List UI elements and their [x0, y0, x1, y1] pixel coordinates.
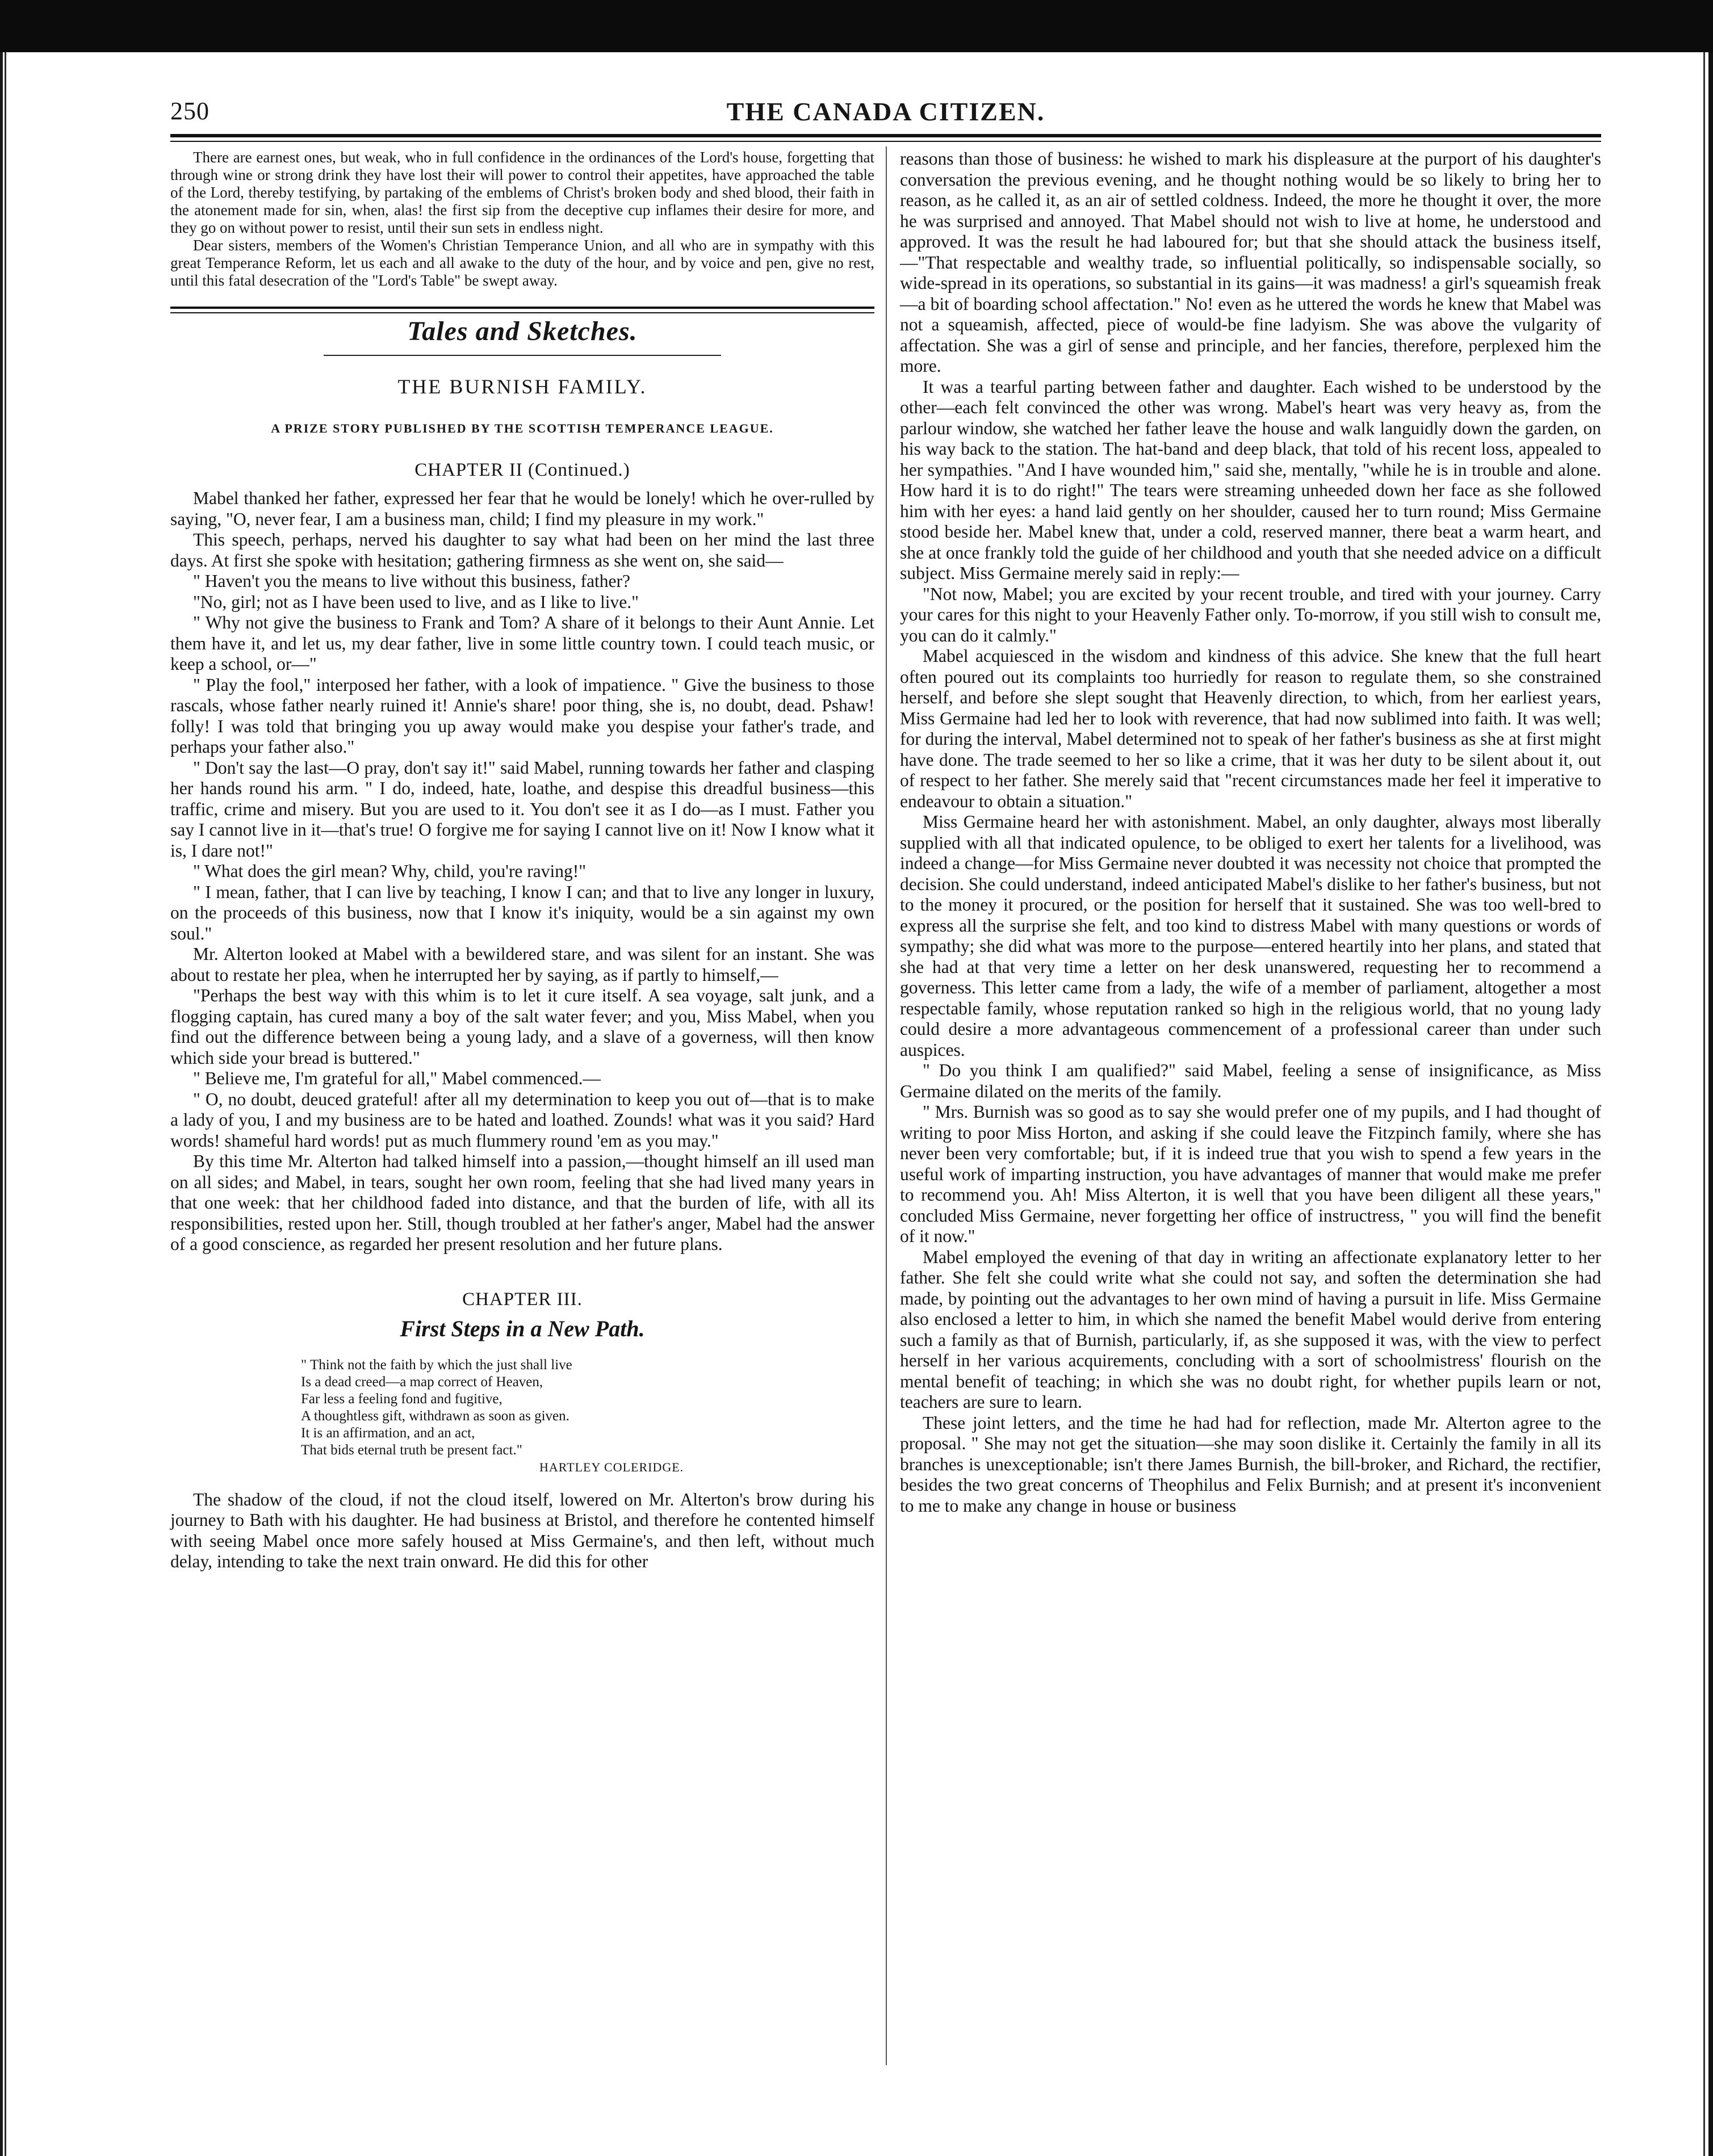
story-paragraph: " Do you think I am qualified?" said Mabel, feeling a sense of insignificance, as Miss Germaine dilated on the merits of the family. [900, 1060, 1601, 1101]
poem-attribution: HARTLEY COLERIDGE. [539, 1459, 684, 1474]
story-paragraph: reasons than those of business: he wished to mark his displeasure at the purport of his daughter's conversation the previous evening, and he thought nothing would be so likely to bring her to reason, as he called it, as an air of settled coldness. Indeed, the more he thought it over, the more he was surprised and annoyed. That Mabel should not wish to live at home, he understood and approved. It was the result he had laboured for; but that she should attack the business itself,—"That respectable and wealthy trade, so influential politically, so indispensable socially, so wide-spread in its operations, so substantial in its gains—it was madness! a girl's squeamish freak—a bit of boarding school affectation." No! even as he uttered the words he knew that Mabel was not a squeamish, affected, piece of would-be fine ladyism. She was above the vulgarity of affectation. She was a girl of sense and principle, and her fancies, therefore, perplexed him the more. [900, 149, 1601, 376]
poem-line: " Think not the faith by which the just shall live [301, 1357, 572, 1373]
chapter2-body [170, 488, 874, 1255]
story-paragraph: " Believe me, I'm grateful for all," Mabel commenced.— [193, 1068, 601, 1088]
story-paragraph: " O, no doubt, deuced grateful! after all my determination to keep you out of—that is to make a lady of you, I and my business are to be hated and loathed. Zounds! what was it you said? Hard words! shameful hard words! put as much flummery round 'em as you may." [170, 1089, 874, 1151]
chapter3-subtitle: First Steps in a New Path. [400, 1316, 645, 1341]
story-paragraph: Miss Germaine heard her with astonishment. Mabel, an only daughter, always most liberally supplied with all that indicated opulence, to be obliged to exert her talents for a livelihood, was indeed a change—for Miss Germaine never doubted it was necessity not choice that prompted the decision. She could understand, indeed anticipated Mabel's dislike to her father's business, but not to the money it procured, or the position for herself that it sustained. She was too well-bred to express all the surprise she felt, and too kind to distress Mabel with many questions or words of sympathy; she did what was more to the purpose—entered heartily into her plans, and stated that she had at that very time a letter on her desk unanswered, requesting her to recommend a governess. This letter came from a lady, the wife of a member of parliament, altogether a most respectable family, whose reputation ranked so high in the religious world, that no young lady could desire a more advantageous commencement of a professional career than under such auspices. [900, 812, 1601, 1060]
story-paragraph: " Play the fool," interposed her father, with a look of impatience. " Give the business to those rascals, whose father nearly ruined it! Annie's share! poor thing, she is, no doubt, dead. Pshaw! folly! I was told that bringing you up away would make you despise your father's trade, and perhaps your father also." [170, 674, 874, 757]
scan-top-border [0, 0, 1713, 52]
intro-paragraph: There are earnest ones, but weak, who in full confidence in the ordinances of the Lord's house, forgetting that through wine or strong drink they have lost their will power to control their appetites, have approached the table of the Lord, thereby testifying, by partaking of the emblems of Christ's broken body and shed blood, their faith in the atonement made for sin, when, alas! the first sip from the deceptive cup inflames their desire for more, and they go on without power to resist, until their sun sets in endless night. [170, 149, 874, 236]
scan-left-edge [0, 52, 15, 2156]
column-divider [886, 146, 887, 2065]
page-number: 250 [170, 97, 210, 125]
scan-right-edge [1696, 52, 1713, 2156]
section-title: Tales and Sketches. [407, 316, 638, 346]
poem-line: Is a dead creed—a map correct of Heaven, [301, 1374, 543, 1390]
chapter3-heading: CHAPTER III. [462, 1289, 583, 1310]
right-column [900, 149, 1601, 1516]
story-paragraph: These joint letters, and the time he had had for reflection, made Mr. Alterton agree to the proposal. " She may not get the situation—she may soon dislike it. Certainly the family in all its branches is unexceptionable; isn't there James Burnish, the bill-broker, and Richard, the rectifier, besides the two great concerns of Theophilus and Felix Burnish; and at present it's inconvenient to me to make any change in house or business [900, 1412, 1601, 1516]
story-paragraph: "Not now, Mabel; you are excited by your recent trouble, and tired with your journey. Carry your cares for this night to your Heavenly Father only. To-morrow, if you still wish to consult me, you can do it calmly." [900, 584, 1601, 645]
prize-line: A PRIZE STORY PUBLISHED BY THE SCOTTISH TEMPERANCE LEAGUE. [271, 421, 774, 435]
header-rule [170, 134, 1601, 137]
story-paragraph: The shadow of the cloud, if not the cloud itself, lowered on Mr. Alterton's brow during his journey to Bath with his daughter. He had business at Bristol, and therefore he contented himself with seeing Mabel once more safely housed at Miss Germaine's, and then left, without much delay, intending to take the next train onward. He did this for other [170, 1489, 874, 1571]
story-paragraph: " Why not give the business to Frank and Tom? A share of it belongs to their Aunt Annie. Let them have it, and let us, my dear father, live in some little country town. I could teach music, or keep a school, or—" [170, 613, 874, 674]
paper-title: THE CANADA CITIZEN. [726, 97, 1045, 126]
story-paragraph: Mr. Alterton looked at Mabel with a bewildered stare, and was silent for an instant. She was about to restate her plea, when he interrupted her by saying, as if partly to himself,— [170, 944, 874, 985]
chapter3-body-left [170, 1490, 874, 1572]
section-short-rule [324, 355, 721, 356]
poem-line: That bids eternal truth be present fact." [301, 1442, 522, 1458]
intro-paragraph: Dear sisters, members of the Women's Christian Temperance Union, and all who are in sympathy with this great Temperance Reform, let us each and all awake to the duty of the hour, and by voice and pen, give no rest, until this fatal desecration of the "Lord's Table" be swept away. [170, 237, 874, 289]
chapter3-body-right [900, 149, 1601, 1516]
story-paragraph: " Don't say the last—O pray, don't say it!" said Mabel, running towards her father and clasping her hands round his arm. " I do, indeed, hate, loathe, and despise this dreadful business—this traffic, crime and misery. But you are used to it. You don't see it as I do—as I must. Father you say I cannot live in it—that's true! O forgive me for saying I cannot live on it! Now I know what it is, I dare not!" [170, 757, 874, 861]
story-paragraph: " Mrs. Burnish was so good as to say she would prefer one of my pupils, and I had thought of writing to poor Miss Horton, and asking if she could leave the Fitzpinch family, where she has never been very comfortable; but, if it is indeed true that you wish to spend a few years in the useful work of imparting instruction, you have advantages of manner that would make me prefer to recommend you. Ah! Miss Alterton, it is well that you have been diligent all these years," concluded Miss Germaine, never forgetting her office of instructress, " you will find the benefit of it now." [900, 1102, 1601, 1246]
poem-line: It is an affirmation, and an act, [301, 1425, 475, 1441]
story-paragraph: Mabel employed the evening of that day in writing an affectionate explanatory letter to her father. She felt she could write what she could not say, and soften the determination she had made, by pointing out the advantages to her own mind of having a pursuit in life. Miss Germaine also enclosed a letter to him, in which she named the benefit Mabel would derive from entering such a family as that of Burnish, particularly, if, as she supposed it was, with the view to perfect herself in her various acquirements, concluding with a sort of schoolmistress' flourish on the mental benefit of teaching; in which she was no doubt right, for whether pupils learn or not, teachers are sure to learn. [900, 1247, 1601, 1412]
story-paragraph: This speech, perhaps, nerved his daughter to say what had been on her mind the last three days. At first she spoke with hesitation; gathering firmness as she went on, she said— [170, 530, 874, 571]
header-rule-thin [170, 141, 1601, 142]
story-paragraph: Mabel thanked her father, expressed her fear that he would be lonely! which he over-rulled by saying, "O, never fear, I am a business man, child; I find my pleasure in my work." [170, 488, 874, 529]
story-paragraph: By this time Mr. Alterton had talked himself into a passion,—thought himself an ill used man on all sides; and Mabel, in tears, sought her own room, feeling that she had lived many years in that one week: that her childhood faded into distance, and that the burden of life, with all its responsibilities, rested upon her. Still, though troubled at her father's anger, Mabel had the answer of a good conscience, as regarded her present resolution and her future plans. [170, 1151, 874, 1254]
epigraph-poem [301, 1357, 874, 1476]
story-paragraph: "No, girl; not as I have been used to live, and as I like to live." [193, 592, 639, 612]
story-title: THE BURNISH FAMILY. [397, 375, 647, 398]
section-rule [170, 307, 874, 313]
left-column [170, 149, 874, 1572]
poem-line: Far less a feeling fond and fugitive, [301, 1391, 502, 1407]
story-paragraph: Mabel acquiesced in the wisdom and kindness of this advice. She knew that the full heart often poured out its complaints too hurriedly for reason to regulate them, so she constrained herself, and before she slept sought that Heavenly direction, to which, from her earliest years, Miss Germaine had led her to look with reverence, that had now sublimed into faith. It was well; for during the interval, Mabel determined not to speak of her father's business as she at first might have done. The trade seemed to her so like a crime, that it was her duty to be silent about it, out of respect to her father. She merely said that "recent circumstances made her feel it imperative to endeavour to obtain a situation." [900, 646, 1601, 811]
story-paragraph: It was a tearful parting between father and daughter. Each wished to be understood by the other—each felt convinced the other was wrong. Mabel's heart was very heavy as, from the parlour window, she watched her father leave the house and walk languidly down the garden, on his way back to the station. The hat-band and deep black, that told of his recent loss, appealed to her sympathies. "And I have wounded him," said she, mentally, "while he is in trouble and alone. How hard it is to do right!" The tears were streaming unheeded down her face as she followed him with her eyes: a hand laid gently on her shoulder, caused her to turn round; Miss Germaine stood beside her. Mabel knew that, under a cold, reserved manner, there beat a warm heart, and she at once frankly told the guide of her childhood and youth that she needed advice on a difficult subject. Miss Germaine merely said in reply:— [900, 376, 1601, 583]
story-paragraph: " What does the girl mean? Why, child, you're raving!" [193, 861, 587, 881]
chapter2-heading: CHAPTER II (Continued.) [414, 459, 630, 480]
story-paragraph: " I mean, father, that I can live by teaching, I know I can; and that to live any longer in luxury, on the proceeds of this business, now that I know it's iniquity, would be a sin against my own soul." [170, 882, 874, 943]
page-header [170, 97, 1601, 131]
intro-article [170, 149, 874, 290]
story-paragraph: "Perhaps the best way with this whim is to let it cure itself. A sea voyage, salt junk, and a flogging captain, has cured many a boy of the salt water fever; and you, Miss Mabel, when you find out the difference between being a young lady, and a slave of a governess, will then know which side your bread is buttered." [170, 985, 874, 1068]
story-paragraph: " Haven't you the means to live without this business, father? [193, 571, 631, 591]
poem-line: A thoughtless gift, withdrawn as soon as given. [301, 1408, 569, 1424]
